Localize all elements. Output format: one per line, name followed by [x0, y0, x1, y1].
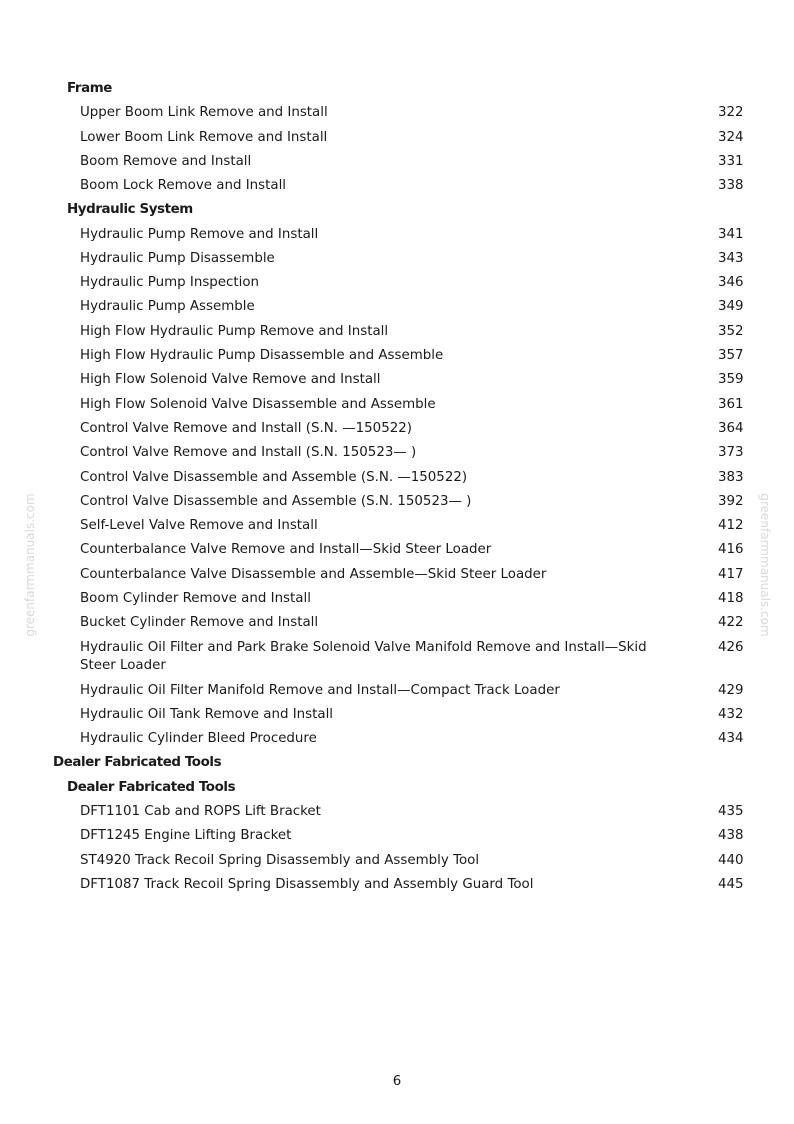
toc-entry-page-number[interactable]: 432: [718, 707, 744, 722]
toc-entry[interactable]: [80, 639, 670, 675]
toc-entry-page-number[interactable]: 346: [718, 275, 744, 290]
toc-entry[interactable]: [80, 827, 670, 845]
page-number: 6: [392, 1074, 402, 1089]
toc-entry[interactable]: [80, 517, 670, 535]
toc-entry-title: Boom Remove and Install: [80, 154, 252, 169]
toc-entry[interactable]: [80, 469, 670, 487]
toc-entry-title: Hydraulic Pump Remove and Install: [80, 227, 319, 242]
watermark-right: greenfarmmanuals.com: [758, 493, 772, 637]
toc-entry[interactable]: [80, 347, 670, 365]
toc-entry-page-number[interactable]: 435: [718, 804, 744, 819]
toc-entry-page-number[interactable]: 322: [718, 105, 744, 120]
toc-entry-page-number[interactable]: 357: [718, 348, 744, 363]
toc-entry-title: High Flow Solenoid Valve Remove and Install: [80, 372, 381, 387]
toc-entry-page-number[interactable]: 364: [718, 421, 744, 436]
toc-entry-page-number[interactable]: 418: [718, 591, 744, 606]
toc-entry-page-number[interactable]: 359: [718, 372, 744, 387]
toc-entry-title: Counterbalance Valve Remove and Install—Skid Steer Loader: [80, 542, 492, 557]
toc-entry[interactable]: [80, 876, 670, 894]
toc-entry-page-number[interactable]: 440: [718, 853, 744, 868]
toc-entry[interactable]: [80, 493, 670, 511]
toc-heading: [53, 754, 221, 772]
toc-entry[interactable]: [80, 274, 670, 292]
toc-entry[interactable]: [80, 541, 670, 559]
toc-entry-title: Hydraulic Pump Assemble: [80, 299, 255, 314]
toc-entry[interactable]: [80, 129, 670, 147]
toc-entry-page-number[interactable]: 352: [718, 324, 744, 339]
toc-entry-title: Hydraulic Oil Filter Manifold Remove and Install—Compact Track Loader: [80, 683, 560, 698]
toc-entry-title: Boom Cylinder Remove and Install: [80, 591, 311, 606]
toc-entry-title: Hydraulic Cylinder Bleed Procedure: [80, 731, 317, 746]
toc-entry-title: Bucket Cylinder Remove and Install: [80, 615, 319, 630]
toc-entry-page-number[interactable]: 338: [718, 178, 744, 193]
toc-entry[interactable]: [80, 682, 670, 700]
toc-heading-title: Dealer Fabricated Tools: [67, 780, 236, 795]
toc-entry-title: DFT1087 Track Recoil Spring Disassembly and Assembly Guard Tool: [80, 877, 534, 892]
toc-entry[interactable]: [80, 614, 670, 632]
toc-entry-page-number[interactable]: 426: [718, 640, 744, 655]
toc-entry[interactable]: [80, 396, 670, 414]
toc-entry[interactable]: [80, 323, 670, 341]
toc-entry-page-number[interactable]: 434: [718, 731, 744, 746]
toc-entry[interactable]: [80, 803, 670, 821]
toc-entry-title: Control Valve Disassemble and Assemble (S.N. —150522): [80, 470, 468, 485]
toc-entry-title: High Flow Solenoid Valve Disassemble and Assemble: [80, 397, 436, 412]
toc-entry[interactable]: [80, 104, 670, 122]
toc-entry-page-number[interactable]: 373: [718, 445, 744, 460]
toc-entry-title: Self-Level Valve Remove and Install: [80, 518, 318, 533]
toc-entry-page-number[interactable]: 361: [718, 397, 744, 412]
toc-entry-title: DFT1245 Engine Lifting Bracket: [80, 828, 292, 843]
toc-entry-title: High Flow Hydraulic Pump Disassemble and Assemble: [80, 348, 444, 363]
toc-entry-page-number[interactable]: 417: [718, 567, 744, 582]
toc-entry-page-number[interactable]: 445: [718, 877, 744, 892]
toc-heading-title: Dealer Fabricated Tools: [53, 755, 222, 770]
toc-entry-page-number[interactable]: 331: [718, 154, 744, 169]
toc-entry[interactable]: [80, 444, 670, 462]
watermark-left: greenfarmmanuals.com: [23, 493, 37, 637]
toc-entry-title: Hydraulic Oil Tank Remove and Install: [80, 707, 334, 722]
toc-entry[interactable]: [80, 566, 670, 584]
toc-entry-title: Hydraulic Pump Inspection: [80, 275, 260, 290]
toc-heading: [67, 80, 112, 98]
toc-entry[interactable]: [80, 298, 670, 316]
toc-heading: [67, 779, 235, 797]
toc-entry[interactable]: [80, 420, 670, 438]
toc-heading-title: Frame: [67, 81, 112, 96]
toc-entry-page-number[interactable]: 341: [718, 227, 744, 242]
toc-entry[interactable]: [80, 226, 670, 244]
toc-entry[interactable]: [80, 590, 670, 608]
toc-entry[interactable]: [80, 852, 670, 870]
toc-entry-page-number[interactable]: 383: [718, 470, 744, 485]
toc-entry-title: Upper Boom Link Remove and Install: [80, 105, 328, 120]
toc-entry[interactable]: [80, 706, 670, 724]
toc-entry[interactable]: [80, 177, 670, 195]
toc-entry-title: Control Valve Disassemble and Assemble (S.N. 150523— ): [80, 494, 472, 509]
toc-entry-page-number[interactable]: 324: [718, 130, 744, 145]
toc-entry-page-number[interactable]: 412: [718, 518, 744, 533]
toc-entry-page-number[interactable]: 422: [718, 615, 744, 630]
toc-entry-page-number[interactable]: 438: [718, 828, 744, 843]
toc-entry-title: High Flow Hydraulic Pump Remove and Install: [80, 324, 389, 339]
toc-entry[interactable]: [80, 153, 670, 171]
toc-entry-title: Control Valve Remove and Install (S.N. —150522): [80, 421, 412, 436]
toc-entry-title: Boom Lock Remove and Install: [80, 178, 287, 193]
toc-entry-page-number[interactable]: 392: [718, 494, 744, 509]
toc-entry-title: Hydraulic Pump Disassemble: [80, 251, 275, 266]
toc-entry-page-number[interactable]: 349: [718, 299, 744, 314]
toc-entry-page-number[interactable]: 416: [718, 542, 744, 557]
toc-entry-title: Hydraulic Oil Filter and Park Brake Solenoid Valve Manifold Remove and Install—Skid Steer Loader: [80, 640, 647, 673]
toc-entry-title: Control Valve Remove and Install (S.N. 150523— ): [80, 445, 417, 460]
toc-entry[interactable]: [80, 371, 670, 389]
toc-entry-title: DFT1101 Cab and ROPS Lift Bracket: [80, 804, 321, 819]
toc-heading-title: Hydraulic System: [67, 202, 193, 217]
toc-entry-title: Counterbalance Valve Disassemble and Assemble—Skid Steer Loader: [80, 567, 547, 582]
toc-entry[interactable]: [80, 250, 670, 268]
toc-heading: [67, 201, 193, 219]
toc-entry-page-number[interactable]: 343: [718, 251, 744, 266]
toc-entry-page-number[interactable]: 429: [718, 683, 744, 698]
toc-entry[interactable]: [80, 730, 670, 748]
toc-entry-title: Lower Boom Link Remove and Install: [80, 130, 328, 145]
toc-entry-title: ST4920 Track Recoil Spring Disassembly and Assembly Tool: [80, 853, 480, 868]
